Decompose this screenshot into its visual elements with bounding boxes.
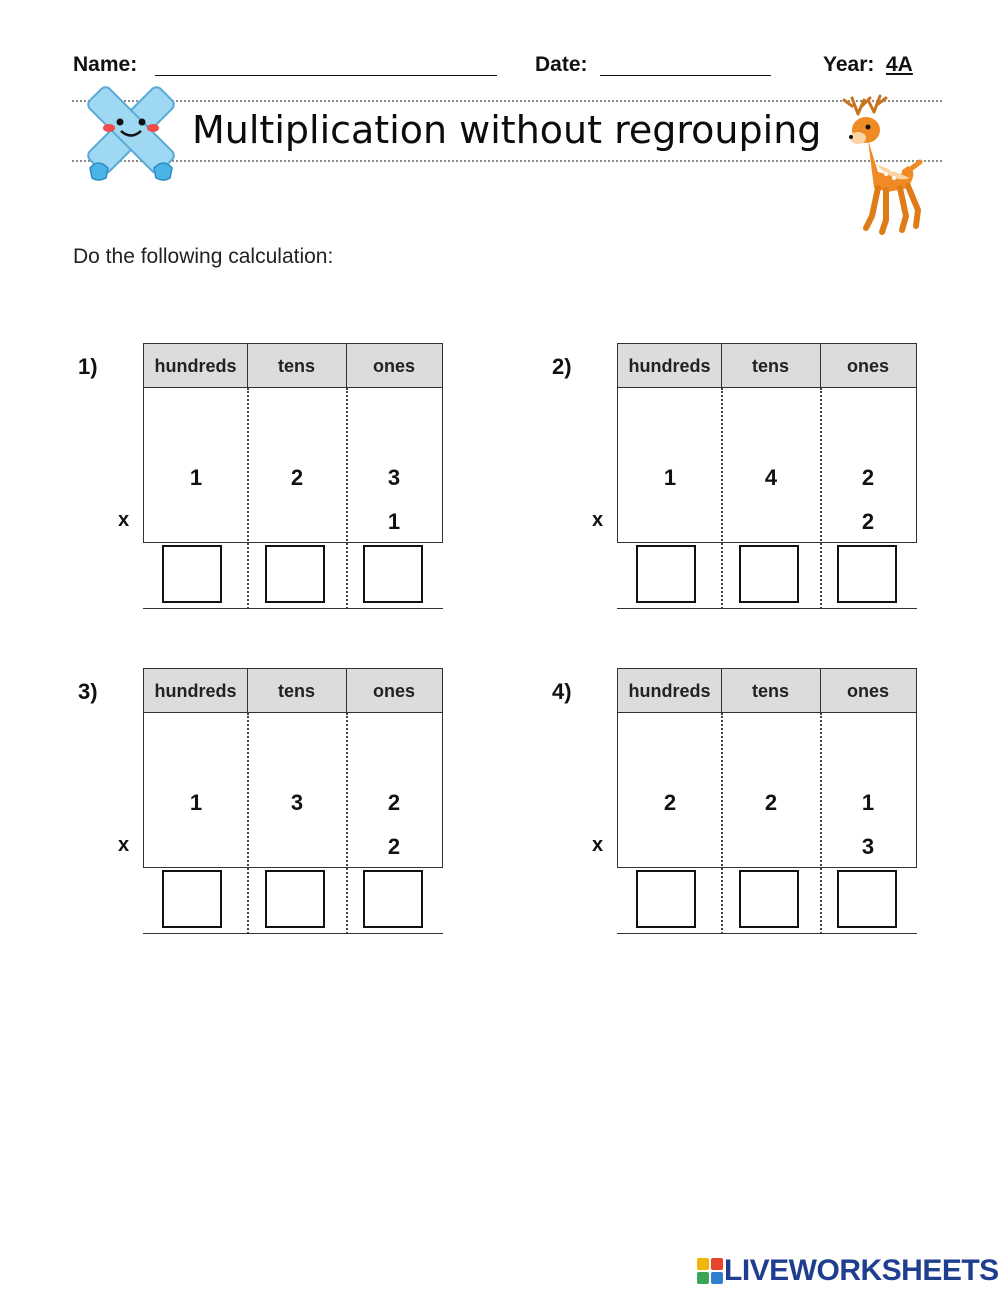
title-top-rule (72, 100, 942, 102)
digit-hundreds: 1 (189, 465, 203, 490)
col-hundreds: hundreds (154, 356, 237, 376)
place-value-table (617, 343, 917, 543)
header-divider (346, 669, 347, 712)
col-ones: ones (846, 681, 889, 701)
problem-number: 3) (78, 679, 98, 704)
answer-box-tens[interactable] (739, 545, 799, 603)
table-header (144, 669, 442, 713)
multiplier-digit: 2 (861, 509, 875, 534)
digit-tens: 3 (290, 790, 304, 815)
digit-tens: 2 (764, 790, 778, 815)
header-divider (247, 669, 248, 712)
answer-box-hundreds[interactable] (162, 870, 222, 928)
column-divider (247, 713, 249, 934)
multiplier-digit: 2 (387, 834, 401, 859)
col-tens: tens (277, 681, 315, 701)
digit-hundreds: 1 (663, 465, 677, 490)
col-ones: ones (846, 356, 889, 376)
multiplier-digit: 3 (861, 834, 875, 859)
problem-number: 4) (552, 679, 572, 704)
col-ones: ones (372, 356, 415, 376)
place-value-table (617, 668, 917, 868)
multiply-sign: x (118, 834, 130, 856)
brand-wordmark: LIVEWORKSHEETS (724, 1254, 999, 1287)
col-hundreds: hundreds (154, 681, 237, 701)
answer-box-ones[interactable] (363, 545, 423, 603)
problem-4 (547, 668, 967, 943)
problem-2 (547, 343, 967, 618)
table-header (618, 669, 916, 713)
header-divider (721, 344, 722, 387)
digit-hundreds: 1 (189, 790, 203, 815)
answer-box-hundreds[interactable] (636, 545, 696, 603)
name-label: Name: (73, 53, 138, 76)
col-hundreds: hundreds (628, 681, 711, 701)
date-field[interactable] (600, 53, 771, 76)
place-value-table (143, 343, 443, 543)
multiply-mascot-icon (72, 82, 190, 186)
table-header (144, 344, 442, 388)
table-header (618, 344, 916, 388)
answer-box-hundreds[interactable] (636, 870, 696, 928)
answer-box-ones[interactable] (363, 870, 423, 928)
col-hundreds: hundreds (628, 356, 711, 376)
header-divider (820, 669, 821, 712)
problem-number: 1) (78, 354, 98, 379)
base-line (617, 608, 917, 609)
problem-1 (73, 343, 493, 618)
problem-3 (73, 668, 493, 943)
place-value-table (143, 668, 443, 868)
col-tens: tens (751, 356, 789, 376)
digit-tens: 4 (764, 465, 778, 490)
answer-box-ones[interactable] (837, 870, 897, 928)
digit-ones: 1 (861, 790, 875, 815)
page-title: Multiplication without regrouping (192, 108, 822, 152)
answer-box-hundreds[interactable] (162, 545, 222, 603)
multiply-sign: x (592, 509, 604, 531)
digit-tens: 2 (290, 465, 304, 490)
instruction-text: Do the following calculation: (73, 245, 334, 268)
column-divider (820, 713, 822, 934)
header-divider (346, 344, 347, 387)
name-field[interactable] (155, 53, 497, 76)
year-value: 4A (886, 53, 913, 76)
column-divider (346, 713, 348, 934)
problem-number: 2) (552, 354, 572, 379)
col-ones: ones (372, 681, 415, 701)
liveworksheets-logo-icon (697, 1258, 723, 1284)
column-divider (247, 388, 249, 609)
digit-hundreds: 2 (663, 790, 677, 815)
answer-box-tens[interactable] (265, 545, 325, 603)
column-divider (346, 388, 348, 609)
digit-ones: 2 (861, 465, 875, 490)
column-divider (820, 388, 822, 609)
answer-box-tens[interactable] (739, 870, 799, 928)
column-divider (721, 388, 723, 609)
base-line (617, 933, 917, 934)
deer-icon (828, 92, 926, 240)
answer-box-ones[interactable] (837, 545, 897, 603)
answer-box-tens[interactable] (265, 870, 325, 928)
date-label: Date: (535, 53, 588, 76)
year-label: Year: (823, 53, 875, 76)
header-divider (247, 344, 248, 387)
column-divider (721, 713, 723, 934)
base-line (143, 933, 443, 934)
digit-ones: 2 (387, 790, 401, 815)
header-divider (721, 669, 722, 712)
header-divider (820, 344, 821, 387)
multiply-sign: x (592, 834, 604, 856)
col-tens: tens (277, 356, 315, 376)
digit-ones: 3 (387, 465, 401, 490)
multiplier-digit: 1 (387, 509, 401, 534)
col-tens: tens (751, 681, 789, 701)
title-bottom-rule (72, 160, 942, 162)
multiply-sign: x (118, 509, 130, 531)
base-line (143, 608, 443, 609)
